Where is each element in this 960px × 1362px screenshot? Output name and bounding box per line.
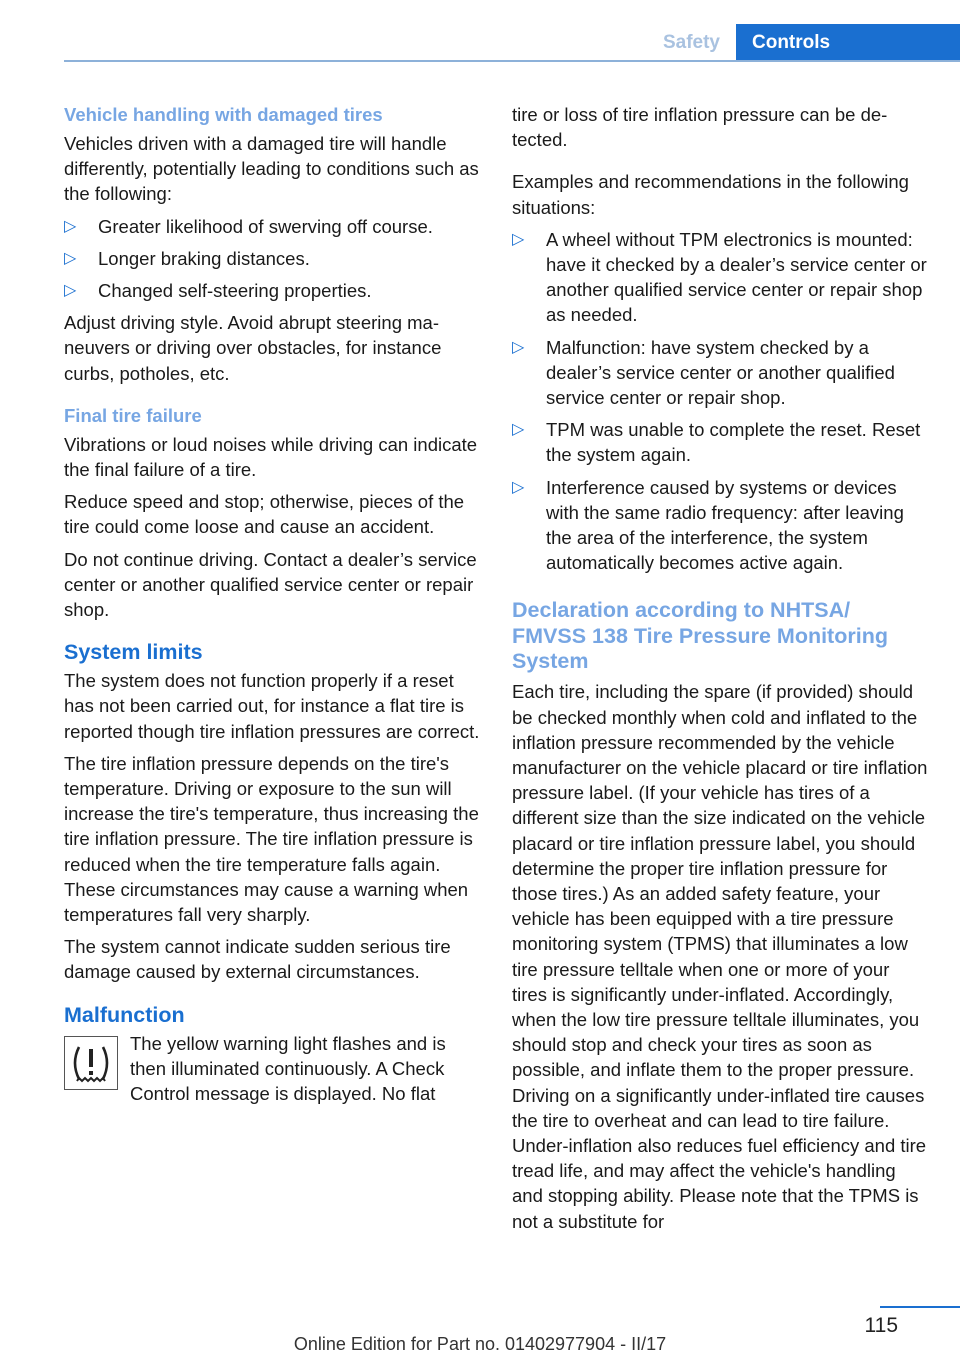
handling-intro: Vehicles driven with a damaged tire will handle differently, potentially leading to conditions such as the following: <box>64 133 479 205</box>
malfunction-row <box>64 1031 480 1107</box>
left-column <box>64 102 480 1106</box>
final-failure-title: Final tire failure <box>64 404 202 426</box>
edition-line: Online Edition for Part no. 01402977904 - II/17 <box>293 1334 667 1354</box>
triangle-bullet-icon: ▷ <box>512 230 525 248</box>
examples-intro: Examples and recommendations in the following situations: <box>512 171 909 218</box>
triangle-bullet-icon: ▷ <box>512 338 525 356</box>
system-limits-title: System limits <box>64 640 203 665</box>
section-tab-controls: Controls <box>736 24 960 62</box>
triangle-bullet-icon: ▷ <box>64 217 77 235</box>
continued-text: tire or loss of tire inflation pressure can be detected. <box>512 104 888 151</box>
footer-rule <box>880 1306 960 1308</box>
page-header <box>0 0 960 64</box>
list-item: ▷ Changed self-steering properties. <box>64 278 480 303</box>
handling-list <box>64 214 480 304</box>
declaration-text: Each tire, including the spare (if provided) should be checked monthly when cold and inflated to the inflation pressure recommended by the vehicle manufacturer on the vehicle placard or tire inflation pressure label. (If your vehicle has tires of a different size than the size indicated on the vehicle placard or tire inflation pressure label, you should determine the proper tire inflation pressure for those tires.) As an added safety feature, your vehicle has been equipped with a tire pressure monitoring system (TPMS) that illuminates a low tire pressure telltale when one or more of your tires is significantly under-inflated. Accordingly, when the low tire pressure telltale illuminates, you should stop and check your tires as soon as possible, and inflate them to the proper pressure. Driving on a significantly under-inflated tire causes the tire to overheat and can lead to tire failure. Under-inflation also reduces fuel efficiency and tire tread life, and may affect the vehicle's handling and stopping ability. Please note that the TPMS is not a substitute for <box>512 681 928 1232</box>
list-item: ▷ Interference caused by systems or devices with the same radio frequency: after leaving the area of the interference, the system automatically becomes active again. <box>512 476 904 574</box>
section-tab-safety: Safety <box>662 32 720 53</box>
malfunction-title: Malfunction <box>64 1002 185 1027</box>
right-column <box>512 102 928 1241</box>
tire-pressure-warning-icon <box>64 1036 118 1090</box>
handling-title: Vehicle handling with damaged tires <box>64 104 383 125</box>
declaration-title: Declaration according to NHTSA/ FMVSS 138 Tire Pressure Monitoring System <box>512 598 888 674</box>
malfunction-text: The yellow warning light flashes and is then illuminated continuously. A Check Control message is displayed. No flat <box>130 1032 446 1105</box>
triangle-bullet-icon: ▷ <box>512 421 525 439</box>
list-item: ▷ Greater likelihood of swerving off course. <box>64 214 480 239</box>
final-failure-p1: Vibrations or loud noises while driving can indicate the final failure of a tire. <box>64 433 478 481</box>
examples-list <box>512 227 928 576</box>
system-limits-p1: The system does not function properly if a reset has not been carried out, for instance a flat tire is reported though tire inflation pressures are correct. <box>64 670 480 742</box>
triangle-bullet-icon: ▷ <box>64 249 77 267</box>
list-item: ▷ Longer braking distances. <box>64 246 480 271</box>
triangle-bullet-icon: ▷ <box>64 282 77 300</box>
header-rule <box>64 60 960 62</box>
list-item: ▷ A wheel without TPM electronics is mounted: have it checked by a dealer’s service center or another qualified service center or repair shop as needed. <box>512 228 927 326</box>
page-number: 115 <box>864 1314 898 1337</box>
list-item: ▷ TPM was unable to complete the reset. Reset the system again. <box>512 419 921 466</box>
triangle-bullet-icon: ▷ <box>512 478 525 496</box>
final-failure-p3: Do not continue driving. Contact a dealer’s service center or another qualified service center or repair shop. <box>64 548 477 621</box>
system-limits-p2: The tire inflation pressure depends on the tire's temperature. Driving or exposure to the sun will increase the tire's temperature, thus increasing the tire inflation pressure. The tire inflation pressure is reduced when the tire temperature falls again. These circumstances may cause a warning when temperatures fall very sharply. <box>64 752 479 926</box>
list-item: ▷ Malfunction: have system checked by a dealer’s service center or another qualified service center or repair shop. <box>512 336 895 409</box>
system-limits-p3: The system cannot indicate sudden serious tire damage caused by external circumstances. <box>64 936 451 983</box>
handling-advice: Adjust driving style. Avoid abrupt steering maneuvers or driving over obstacles, for instance curbs, potholes, etc. <box>64 312 442 384</box>
final-failure-p2: Reduce speed and stop; otherwise, pieces of the tire could come loose and cause an accident. <box>64 491 465 538</box>
